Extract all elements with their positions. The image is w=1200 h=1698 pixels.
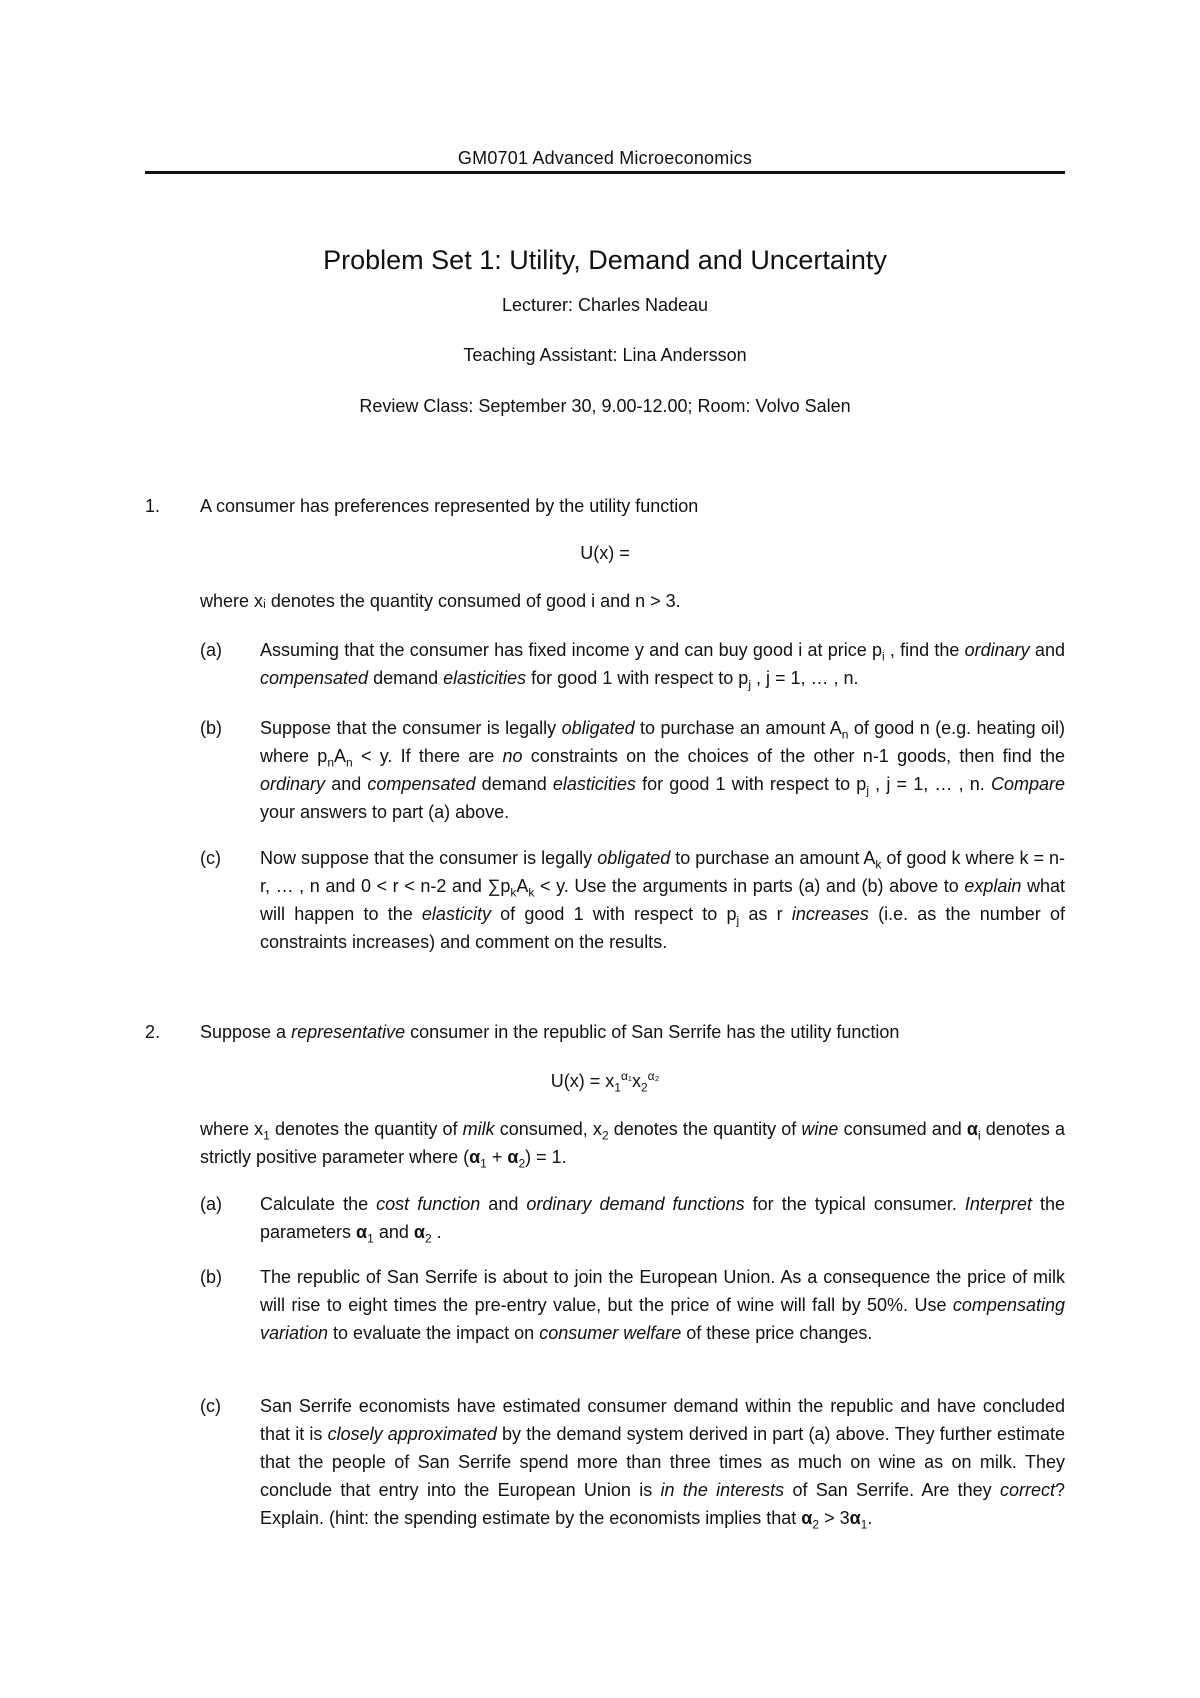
problem-set-title: Problem Set 1: Utility, Demand and Uncertainty bbox=[323, 245, 887, 275]
question-2-where: where $x_1$ denotes the quantity of milk consumed, $x_2$ denotes the quantity of wine consumed and $\alpha_i$ denotes a strictly positive parameter where $(\alpha_1 + \alpha_2) = 1$. bbox=[200, 1119, 1065, 1171]
review-class-line: Review Class: September 30, 9.00-12.00; Room: Volvo Salen bbox=[359, 396, 851, 416]
part-label: (c) bbox=[200, 848, 221, 868]
part-label: (a) bbox=[200, 640, 222, 660]
part-text: Suppose that the consumer is legally obligated to purchase an amount $A_n$ of good n (e.g. heating oil) where $p_nA_n < y$. If there are no constraints on the choices of the other n-1 goods, then find the ordinary and compensated demand elasticities for good 1 with respect to $p_j$ , j = 1, … , n. Compare your answers to part (a) above. bbox=[260, 718, 1066, 822]
part-label: (b) bbox=[200, 718, 222, 738]
course-header: GM0701 Advanced Microeconomics bbox=[457, 148, 753, 168]
question-1-where: where xᵢ denotes the quantity consumed of good i and n > 3. bbox=[200, 591, 681, 611]
question-number: 1. bbox=[145, 496, 161, 516]
part-text: Now suppose that the consumer is legally obligated to purchase an amount $A_k$ of good k where k = n-r, … , n and 0 < r < n-2 and $\sum p_kA_k < y$. Use the arguments in parts (a) and (b) above to explain what will happen to the elasticity of good 1 with respect to $p_j$ as r increases (i.e. as the number of constraints increases) and comment on the results. bbox=[260, 848, 1066, 952]
utility-formula-2: $U(x) = x_1^{\alpha_1}x_2^{\alpha_2}$ bbox=[550, 1069, 660, 1095]
question-intro: A consumer has preferences represented by the utility function bbox=[200, 496, 699, 516]
header-rule bbox=[145, 171, 1065, 174]
part-text: Assuming that the consumer has fixed income y and can buy good i at price $p_i$ , find the ordinary and compensated demand elasticities for good 1 with respect to $p_j$ , j = 1, … , n. bbox=[260, 640, 1065, 692]
part-text: The republic of San Serrife is about to join the European Union. As a consequence the price of milk will rise to eight times the pre-entry value, but the price of wine will fall by 50%. Use compensating variation to evaluate the impact on consumer welfare of these price changes. bbox=[260, 1267, 1065, 1343]
teaching-assistant-line: Teaching Assistant: Lina Andersson bbox=[463, 345, 747, 365]
part-text: San Serrife economists have estimated consumer demand within the republic and have concluded that it is closely approximated by the demand system derived in part (a) above. They further estimate that the people of San Serrife spend more than three times as much on wine as on milk. They conclude that entry into the European Union is in the interests of San Serrife. Are they correct? Explain. (hint: the spending estimate by the economists implies that $\alpha_2 > 3\alpha_1$. bbox=[260, 1396, 1065, 1532]
question-number: 2. bbox=[145, 1022, 161, 1042]
part-label: (a) bbox=[200, 1194, 222, 1214]
question-intro: Suppose a representative consumer in the republic of San Serrife has the utility function bbox=[200, 1022, 900, 1042]
part-text: Calculate the cost function and ordinary demand functions for the typical consumer. Interpret the parameters $\alpha_1$ and $\alpha_2$ . bbox=[260, 1194, 1066, 1246]
utility-formula-1: U(x) = bbox=[580, 543, 630, 563]
part-label: (b) bbox=[200, 1267, 222, 1287]
lecturer-line: Lecturer: Charles Nadeau bbox=[501, 295, 709, 315]
part-label: (c) bbox=[200, 1396, 221, 1416]
